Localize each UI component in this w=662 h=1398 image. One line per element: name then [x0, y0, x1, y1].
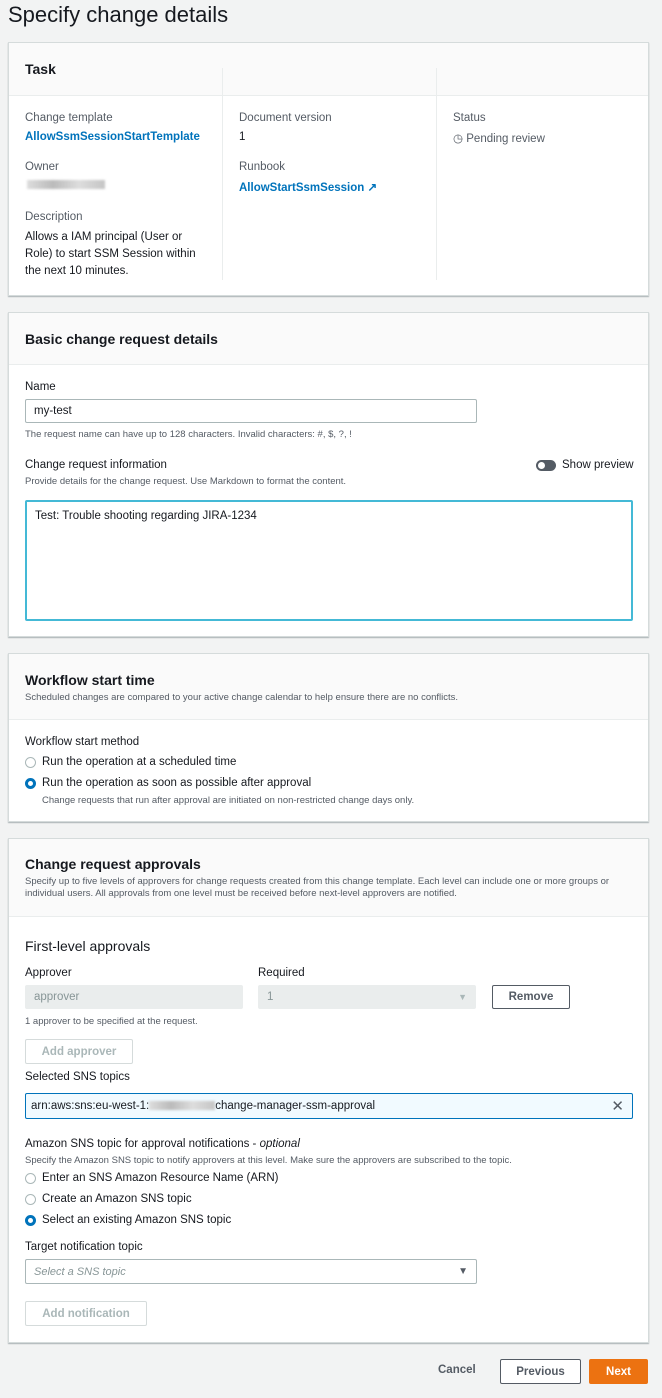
radio-selected-icon — [25, 778, 36, 789]
target-placeholder: Select a SNS topic — [34, 1265, 126, 1278]
radio-existing-label: Select an existing Amazon SNS topic — [42, 1214, 232, 1226]
doc-version-value: 1 — [239, 131, 246, 143]
add-approver-button[interactable]: Add approver — [25, 1039, 133, 1064]
workflow-panel — [8, 653, 649, 822]
info-textarea[interactable]: Test: Trouble shooting regarding JIRA-1234 — [25, 500, 633, 621]
approvals-panel — [8, 838, 649, 1343]
name-hint: The request name can have up to 128 characters. Invalid characters: #, $, ?, ! — [25, 429, 352, 440]
sns-suffix: change-manager-ssm-approval — [215, 1100, 376, 1112]
basic-details-panel — [8, 312, 649, 637]
radio-arn-label: Enter an SNS Amazon Resource Name (ARN) — [42, 1172, 279, 1184]
remove-button[interactable]: Remove — [492, 985, 570, 1009]
status-text: Pending review — [466, 133, 545, 145]
doc-version-label: Document version — [239, 112, 332, 124]
approvals-title: Change request approvals — [25, 856, 201, 872]
status-value — [453, 131, 545, 145]
optional-text: optional — [259, 1138, 300, 1150]
approvals-subtitle: Specify up to five levels of approvers for change requests created from this change template. Each level can include one or more groups or individual users. All approvals from one level must be received before next-level approvers are notified. — [25, 876, 610, 899]
workflow-subtitle: Scheduled changes are compared to your active change calendar to help ensure there are no conflicts. — [25, 692, 459, 703]
change-template-label: Change template — [25, 112, 113, 124]
approver-input[interactable]: approver — [25, 985, 243, 1009]
approver-label: Approver — [25, 967, 72, 979]
previous-button[interactable]: Previous — [500, 1359, 581, 1384]
sns-topic-token — [25, 1093, 633, 1119]
required-select[interactable] — [258, 985, 476, 1009]
show-preview-toggle[interactable] — [536, 459, 634, 471]
notif-label-text: Amazon SNS topic for approval notifications - — [25, 1138, 260, 1150]
radio-icon — [25, 1173, 36, 1184]
toggle-switch-icon — [536, 460, 556, 471]
sns-prefix: arn:aws:sns:eu-west-1: — [31, 1100, 150, 1112]
owner-value-redacted — [27, 180, 105, 189]
task-panel — [8, 42, 649, 296]
caret-down-icon: ▼ — [458, 992, 467, 1002]
task-title: Task — [25, 61, 56, 77]
close-icon[interactable]: ✕ — [611, 1098, 624, 1115]
runbook-link-text: AllowStartSsmSession — [239, 182, 365, 194]
radio-scheduled-label: Run the operation at a scheduled time — [42, 756, 237, 768]
target-label: Target notification topic — [25, 1241, 143, 1253]
owner-label: Owner — [25, 161, 59, 173]
radio-icon — [25, 1194, 36, 1205]
add-notification-button[interactable]: Add notification — [25, 1301, 147, 1326]
description-label: Description — [25, 211, 83, 223]
required-value: 1 — [267, 991, 274, 1003]
level-title: First-level approvals — [25, 938, 151, 954]
target-topic-select[interactable] — [25, 1259, 477, 1284]
radio-arn[interactable] — [25, 1172, 278, 1184]
notif-label — [25, 1138, 300, 1150]
name-input[interactable]: my-test — [25, 399, 477, 423]
caret-down-icon: ▼ — [458, 1266, 468, 1277]
cancel-button[interactable]: Cancel — [438, 1364, 476, 1376]
approver-hint: 1 approver to be specified at the request. — [25, 1016, 198, 1027]
radio-icon — [25, 757, 36, 768]
basic-title: Basic change request details — [25, 331, 218, 347]
runbook-label: Runbook — [239, 161, 286, 173]
description-value: Allows a IAM principal (User or Role) to start SSM Session within the next 10 minutes. — [25, 231, 196, 277]
redacted-account — [149, 1101, 215, 1110]
status-label: Status — [453, 112, 486, 124]
external-link-icon: ↗ — [367, 182, 378, 194]
info-hint: Provide details for the change request. Use Markdown to format the content. — [25, 476, 347, 487]
radio-existing[interactable] — [25, 1214, 231, 1226]
radio-create-label: Create an Amazon SNS topic — [42, 1193, 192, 1205]
sns-label: Selected SNS topics — [25, 1071, 130, 1083]
radio-asap[interactable] — [25, 777, 311, 789]
radio-selected-icon — [25, 1215, 36, 1226]
workflow-title: Workflow start time — [25, 672, 155, 688]
radio-scheduled[interactable] — [25, 756, 236, 768]
show-preview-label: Show preview — [562, 459, 634, 471]
notif-hint: Specify the Amazon SNS topic to notify approvers at this level. Make sure the approvers are subscribed to the topic. — [25, 1155, 512, 1166]
change-template-link[interactable]: AllowSsmSessionStartTemplate — [25, 131, 200, 143]
asap-hint: Change requests that run after approval are initiated on non-restricted change days only. — [42, 795, 415, 806]
info-label: Change request information — [25, 459, 167, 471]
radio-asap-label: Run the operation as soon as possible after approval — [42, 777, 312, 789]
method-label: Workflow start method — [25, 736, 140, 748]
name-label: Name — [25, 381, 56, 393]
radio-create[interactable] — [25, 1193, 192, 1205]
sns-topic-arn — [31, 1100, 375, 1112]
runbook-link[interactable] — [239, 180, 377, 194]
page-title: Specify change details — [8, 2, 229, 27]
clock-icon: ◷ — [453, 133, 464, 145]
required-label: Required — [258, 967, 305, 979]
next-button[interactable]: Next — [589, 1359, 648, 1384]
